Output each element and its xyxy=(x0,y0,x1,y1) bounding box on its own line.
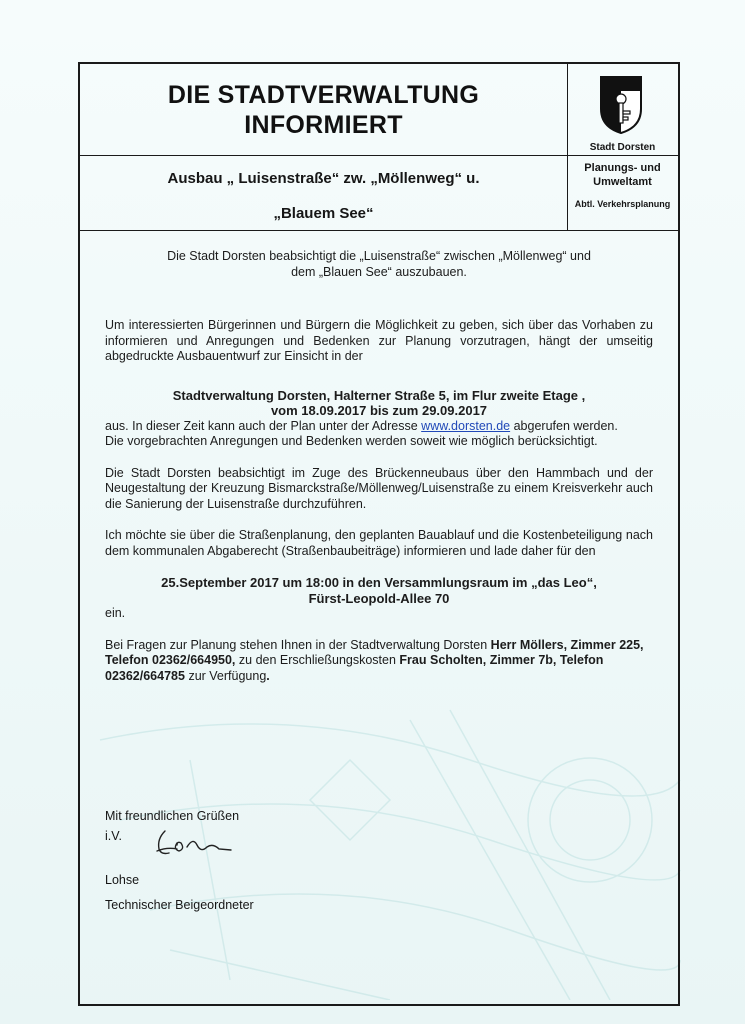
signer-name: Lohse xyxy=(105,873,140,887)
paragraph-contact xyxy=(105,638,653,685)
city-name: Stadt Dorsten xyxy=(589,142,656,153)
title-cell xyxy=(80,64,567,156)
title-line-1: DIE STADTVERWALTUNG xyxy=(167,81,480,109)
signer-role: Technischer Beigeordneter xyxy=(105,898,254,912)
greeting: Mit freundlichen Grüßen xyxy=(105,809,240,823)
project-title-line-2: „Blauem See“ xyxy=(273,205,374,222)
event-line-2: Fürst-Leopold-Allee 70 xyxy=(308,590,450,606)
location-line-1: Stadtverwaltung Dorsten, Halterner Straße 5, im Flur zweite Etage , xyxy=(172,387,586,403)
contact-middle: zu den Erschließungskosten xyxy=(238,653,396,667)
document-frame xyxy=(78,62,680,1006)
contact-period: . xyxy=(266,668,270,683)
intro-paragraph: Die Stadt Dorsten beabsichtigt die „Luisenstraße“ zwischen „Möllenweg“ und dem „Blauen See“ auszubauen. xyxy=(167,249,591,279)
paragraph-display: Um interessierten Bürgerinnen und Bürgern die Möglichkeit zu geben, sich über das Vorhaben zu informieren und Anregungen und Bedenken zur Planung vorzutragen, hängt der umseitig abgedruckte Ausbauentwurf zur Einsicht in der xyxy=(105,318,653,363)
contact-person-1: Herr Möllers, Zimmer 225, Telefon 02362/664950, xyxy=(105,637,644,667)
header-row xyxy=(80,64,678,156)
logo-cell xyxy=(567,64,678,156)
project-title-line-1: Ausbau „ Luisenstraße“ zw. „Möllenweg“ u. xyxy=(167,170,480,187)
location-line-2: vom 18.09.2017 bis zum 29.09.2017 xyxy=(270,403,488,418)
iv-label: i.V. xyxy=(105,829,122,843)
online-text-before: aus. In dieser Zeit kann auch der Plan unter der Adresse xyxy=(105,418,418,433)
department-name: Planungs- und Umweltamt xyxy=(584,162,661,188)
signoff xyxy=(105,809,405,913)
paragraph-invitation: Ich möchte sie über die Straßenplanung, den geplanten Bauablauf und die Kostenbeteiligung nach dem kommunalen Abgaberecht (Straßenbaubeiträge) informieren und lade daher für den xyxy=(105,528,653,558)
online-text-after: abgerufen werden. xyxy=(513,418,618,433)
paragraph-bridge: Die Stadt Dorsten beabsichtigt im Zuge des Brückenneubaus über den Hammbach und der Neugestaltung der Kreuzung Bismarckstraße/Möllenweg/Luisenstraße zu einem Kreisverkehr auch die Sanierung der Luisenstraße durchzuführen. xyxy=(105,465,653,511)
key-crest-icon xyxy=(599,75,643,135)
department-cell xyxy=(567,156,678,231)
contact-person-2: Frau Scholten, Zimmer 7b, Telefon 02362/664785 xyxy=(105,653,604,683)
title-line-2: INFORMIERT xyxy=(244,111,403,139)
letter-body xyxy=(105,249,653,684)
contact-end: zur Verfügung xyxy=(188,668,267,683)
event-line-1: 25.September 2017 um 18:00 in den Versammlungsraum im „das Leo“, xyxy=(161,575,597,590)
contact-intro: Bei Fragen zur Planung stehen Ihnen in der Stadtverwaltung Dorsten xyxy=(105,637,488,652)
department-sub: Abtl. Verkehrsplanung xyxy=(574,199,671,209)
paragraph-online xyxy=(105,419,653,435)
ein-text: ein. xyxy=(105,606,126,620)
handwritten-signature xyxy=(147,825,237,859)
website-link[interactable]: www.dorsten.de xyxy=(421,418,511,433)
project-title-cell xyxy=(80,156,567,231)
paragraph-consideration: Die vorgebrachten Anregungen und Bedenken werden soweit wie möglich berücksichtigt. xyxy=(105,434,598,448)
